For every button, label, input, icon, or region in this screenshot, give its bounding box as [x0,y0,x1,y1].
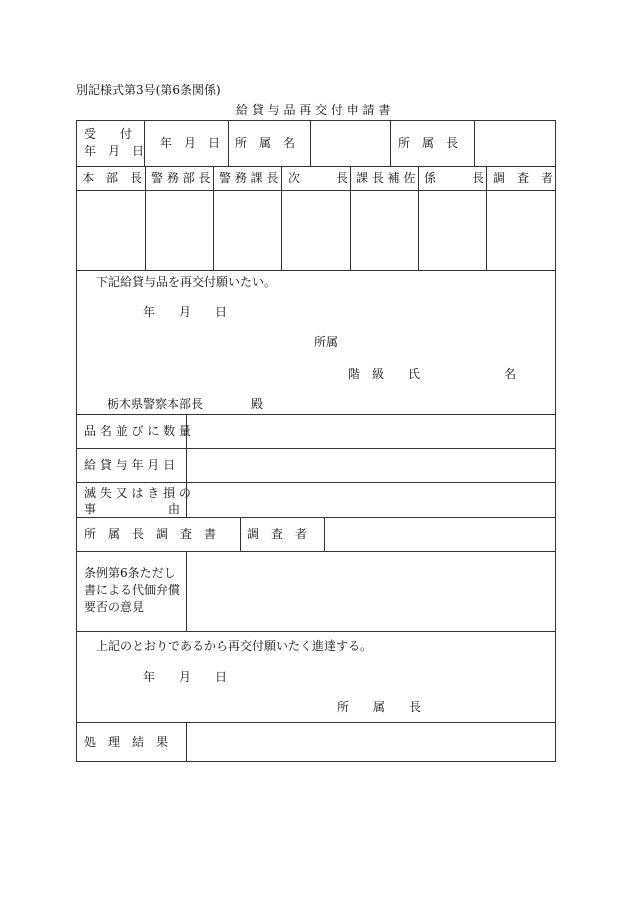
row-divider-2 [76,190,556,191]
row-divider-5 [76,448,556,449]
approval-header-keimukacho: 警 務 課 長 [219,171,279,185]
received-label-line1: 受 付 [84,127,133,141]
loss-reason-label-line1: 滅 失 又 は き 損 の [84,486,191,500]
col-divider [390,120,391,166]
request-date: 年 月 日 [143,305,228,319]
row-divider-9 [76,631,556,632]
approval-header-jicho: 次 長 [288,171,349,185]
col-divider [228,120,229,166]
row-divider-4 [76,414,556,415]
request-affiliation-label: 所属 [314,335,339,349]
issue-date-label: 給 貸 与 年 月 日 [84,458,176,472]
col-divider [213,166,214,270]
form-number: 別記様式第3号(第6条関係) [76,83,221,97]
row-divider-7 [76,517,556,518]
row-divider-3 [76,270,556,271]
col-divider [474,120,475,166]
row-divider-1 [76,166,556,167]
approval-header-keimubucho: 警 務 部 長 [151,171,211,185]
approval-header-kakaricho: 係 長 [424,171,485,185]
col-divider [486,166,487,270]
approval-header-investigator: 調 査 者 [493,171,554,185]
col-divider [144,120,145,166]
col-divider [350,166,351,270]
col-divider [281,166,282,270]
received-label-line2: 年 月 日 [84,144,145,158]
loss-reason-label-line2: 事 由 [84,502,181,516]
approval-header-kachohosa: 課 長 補 佐 [356,171,416,185]
form-table [76,120,556,762]
row-divider-8 [76,551,556,552]
item-name-quantity-label: 品 名 並 び に 数 量 [84,424,191,438]
col-divider [186,551,187,631]
forwarding-statement: 上記のとおりであるから再交付願いたく進達する。 [96,639,373,653]
ordinance-label-line3: 要否の意見 [84,600,145,614]
investigator-label: 調 査 者 [247,527,308,541]
request-statement: 下記給貸与品を再交付願いたい。 [96,275,277,289]
row-divider-6 [76,482,556,483]
col-divider [145,166,146,270]
affiliation-head-label: 所 属 長 [398,136,459,150]
request-rank-name-label: 階 級 氏 名 [348,367,517,381]
head-report-label: 所 属 長 調 査 書 [84,527,217,541]
col-divider [310,120,311,166]
col-divider [240,517,241,551]
page-title: 給 貸 与 品 再 交 付 申 請 書 [236,103,391,117]
col-divider [418,166,419,270]
ordinance-label-line2: 書による代価弁償 [84,583,181,597]
forwarding-affiliation-head: 所 属 長 [337,700,422,714]
processing-result-label: 処 理 結 果 [84,735,169,749]
ordinance-label-line1: 条例第6条ただし [84,566,176,580]
approval-header-honbucho: 本 部 長 [82,171,143,185]
col-divider [186,722,187,762]
received-date-label: 年 月 日 [160,136,221,150]
col-divider [324,517,325,551]
affiliation-name-label: 所 属 名 [235,136,296,150]
request-addressee: 栃木県警察本部長 殿 [107,397,264,411]
forwarding-date: 年 月 日 [143,670,228,684]
row-divider-10 [76,722,556,723]
